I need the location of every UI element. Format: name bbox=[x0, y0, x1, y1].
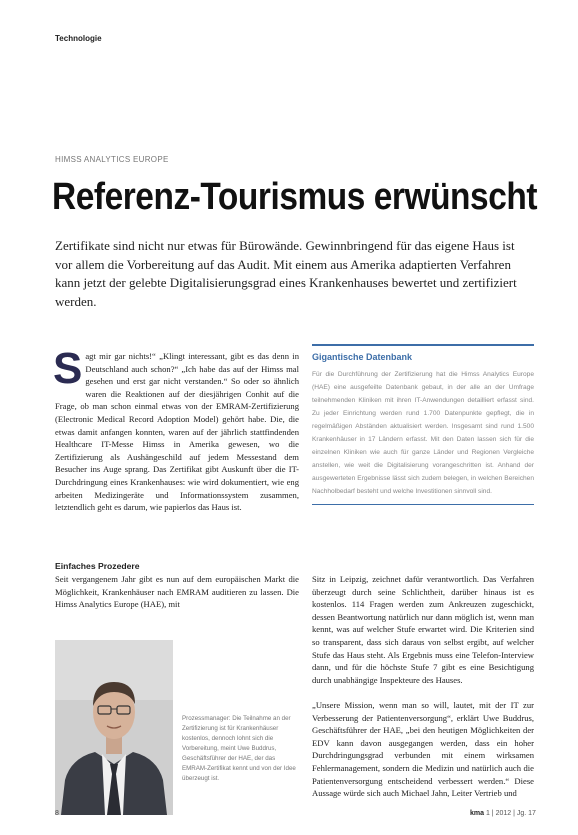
subheading: Einfaches Prozedere bbox=[55, 561, 140, 571]
portrait-illustration bbox=[55, 640, 173, 815]
section-label: Technologie bbox=[55, 34, 102, 43]
magazine-name: kma bbox=[470, 810, 485, 817]
sidebar-text: Für die Durchführung der Zertifizierung hat die Himss Analytics Europe (HAE) eine ausgefeilte Datenbank gebaut, in der alle an der Umfrage teilnehmenden Kliniken mit ihren IT-Anwendungen detailliert erfasst sind. Zu jeder Einrichtung werden rund 1.700 Datenpunkte gepflegt, die in regelmäßigen Abständen aktualisiert werden. Insgesamt sind rund 1.500 Krankenhäuser in 17 Ländern erfasst. Mit den Daten lassen sich für die einzelnen Kliniken wie auch für ganze Länder und Regionen Vergleiche anstellen, wie weit die Digitalisierung vorangeschritten ist. Anhand der ausgewerteten Ergebnisse lässt sich zudem belegen, in welchen Bereichen Nachholbedarf besteht und welche Investitionen sinnvoll sind. bbox=[312, 370, 534, 495]
issue-info: 1 | 2012 | Jg. 17 bbox=[485, 810, 536, 817]
intro-text: agt mir gar nichts!“ „Klingt interessant, gibt es das denn in Deutschland auch schon?“ „Ich habe das auf der Himss mal gesehen und erst gar nicht verstanden.“ So oder so ähnlich waren die Reaktionen auf der diesjährigen Conhit auf die Frage, ob man schon einmal etwas von der EMRAM-Zertifizierung (Electronic Medical Record Adoption Model) gehört habe. Die, die etwas damit anfangen konnten, waren auf der jährlich stattfindenden Healthcare IT-Messe Himss in Amerika gewesen, wo die Zertifizierung als Aushängeschild auf jedem Messestand dem Besucher ins Auge sprang. Das Zertifikat gibt Auskunft über die IT-Durchdringung eines Krankenhauses: wie wird dokumentiert, wie eng arbeiten Medizingeräte und Informationssystem zusammen, letztendlich geht es darum, wie papierlos das Haus ist. bbox=[55, 351, 299, 513]
sidebar-box bbox=[312, 344, 534, 505]
right-paragraph-2: „Unsere Mission, wenn man so will, lautet, mit der IT zur Verbesserung der Patientenversorgung“, erklärt Uwe Buddrus, Geschäftsführer der HAE, „bei den heutigen Möglichkeiten der EDV kann davon ausgegangen werden, dass ein hoher Durchdringungsgrad verbunden mit einem wirksamen Fehlermanagement, sondern die Medizin und natürlich auch die Patientenversorgung entscheidend verbessert werden.“ Diese Aussage würde sich auch Michael Jahn, Leiter Vertrieb und bbox=[312, 699, 534, 799]
article-kicker: HIMSS ANALYTICS EUROPE bbox=[55, 155, 169, 164]
photo-caption: Prozessmanager: Die Teilnahme an der Zertifizierung ist für Krankenhäuser kostenlos, dennoch lohnt sich die Vorbereitung, meint Uwe Buddrus, Geschäftsführer der HAE, der das EMRAM-Zertifikat kennt und von der Idee überzeugt ist. bbox=[182, 715, 296, 782]
footer-issue bbox=[470, 810, 536, 817]
portrait-photo bbox=[55, 640, 173, 815]
article-title: Referenz-Tourismus erwünscht bbox=[52, 176, 538, 218]
prozedere-paragraph: Seit vergangenem Jahr gibt es nun auf dem europäischen Markt die Möglichkeit, Krankenhäuser nach EMRAM auditieren zu lassen. Die Himss Analytics Europe (HAE), mit bbox=[55, 574, 299, 610]
sidebar-bottom-rule bbox=[312, 504, 534, 505]
intro-paragraph bbox=[53, 344, 299, 514]
right-paragraph-1: Sitz in Leipzig, zeichnet dafür verantwortlich. Das Verfahren überzeugt durch seine Schlichtheit, darüber hinaus ist es kostenlos. 114 Fragen werden zum Ankreuzen zugeschickt, dessen Beantwortung natürlich nur dann möglich ist, wenn man kennt, was auf welcher Stufe erwartet wird. Die Kriterien sind so transparent, dass sich daraus von selbst ergibt, auf welcher Stufe das Haus steht. Als Ergebnis muss eine Telefon-Interview dann, und für die höchste Stufe 7 gibt es eine Besichtigung durch unabhängige Inspekteure des Hauses. bbox=[312, 574, 534, 685]
right-column-text bbox=[312, 573, 534, 812]
page-number: 8 bbox=[55, 810, 59, 817]
article-lead: Zertifikate sind nicht nur etwas für Bürowände. Gewinnbringend für das eigene Haus ist vor allem die Vorbereitung auf das Audit. Mit einem aus Amerika adaptierten Verfahren kann jetzt der gelebte Digitalisierungsgrad eines Krankenhauses bewertet und zertifiziert werden. bbox=[55, 238, 517, 309]
dropcap-letter: S bbox=[53, 344, 83, 393]
sidebar-title: Gigantische Datenbank bbox=[312, 351, 413, 362]
